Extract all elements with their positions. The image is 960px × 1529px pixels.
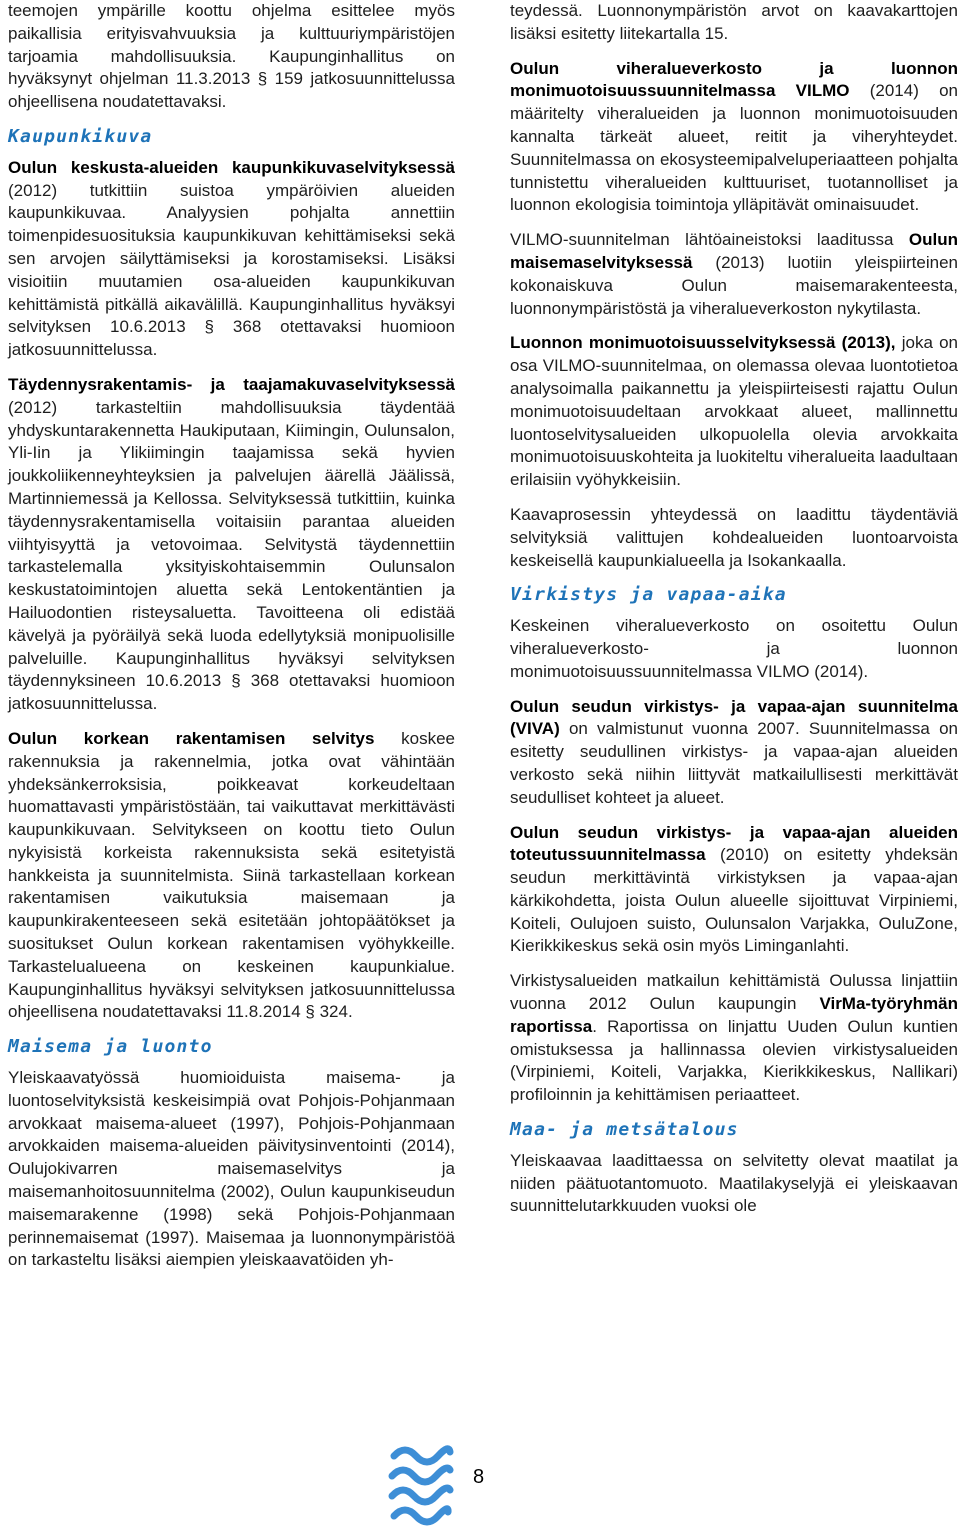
highlight-monimuotoisuus: Luonnon monimuotoisuusselvityksessä (2013), bbox=[510, 333, 896, 353]
highlight-vilmo: Oulun viheralueverkosto ja luonnon monimuotoisuussuunnitelmassa VILMO bbox=[510, 58, 958, 101]
paragraph-maisema: Yleiskaavatyössä huomioiduista maisema- ja luontoselvityksistä keskeisimpiä ovat Pohjois-Pohjanmaan arvokkaat maisema-alueet (1997), Pohjois-Pohjanmaan arvokkaiden maisema-alueiden päivitysinventointi (2014), Oulujokivarren maisemaselvitys ja maisemanhoitosuunnitelma (2002), Oulun kaupunkiseudun maisemarakenne (1998) sekä Pohjois-Pohjanmaan perinnemaisemat (1997). Maisemaa ja luonnonympäristöä on tarkasteltu lisäksi aiempien yleiskaavatöiden yh- bbox=[8, 1068, 455, 1270]
paragraph-text: (2012) tutkittiin suistoa ympäröivien alueiden kaupunkikuvaa. Analyysien pohjalta annettiin toimenpidesuosituksia kaupunkikuvan kehittämiseksi sekä sen arvojen säilyttämiseksi ja korostamiseksi. Lisäksi visioitiin muutamien osa-alueiden kaupunkikuvan kehittämistä pitkällä aikavälillä. Kaupunginhallitus hyväksyi selvityksen 10.6.2013 § 368 otettavaksi huomioon jatkosuunnittelussa. bbox=[8, 180, 455, 360]
right-column bbox=[510, 0, 958, 1218]
paragraph-vilmo bbox=[510, 58, 958, 218]
paragraph-taydennysrakentaminen bbox=[8, 374, 455, 716]
highlight-viva: Oulun seudun virkistys- ja vapaa-ajan suunnitelma (VIVA) bbox=[510, 696, 958, 739]
paragraph-text: (2014) on määritelty viheralueiden ja luonnon monimuotoisuuden kannalta tärkeät alueet, reitit ja viheryhteydet. Suunnitelmassa on ekosysteemipalveluperiaatteen pohjalta tunnistettu viheralueiden kulttuuriset, tuotannolliset ja luonnon ekologisia toimintoja ylläpitävät ominaisuudet. bbox=[510, 81, 959, 215]
highlight-toteutussuunnitelma: Oulun seudun virkistys- ja vapaa-ajan alueiden toteutussuunnitelmassa bbox=[510, 822, 958, 865]
paragraph-kaupunkikuva bbox=[8, 157, 455, 362]
paragraph-text: joka on osa VILMO-suunnitelmaa, on olemassa olevaa luontotietoa analysoimalla paikannettu ja yleispiirteisesti rajattu Oulun monimuotoisuudeltaan arvokkaat alueet, mallinnettu luontoselvitysalueiden ulkopuolella olevia arvokkaita monimuotoisuuskohteita ja luokiteltu viheralueita laadultaan erilaisiin vyöhykkeisiin. bbox=[510, 333, 959, 490]
left-column bbox=[8, 0, 455, 1272]
highlight-korkea-selvitys: Oulun korkean rakentamisen selvitys bbox=[8, 728, 375, 748]
paragraph-text: (2012) tarkasteltiin mahdollisuuksia täydentää yhdyskuntarakennetta Haukiputaan, Kiimingin, Oulunsalon, Yli-Iin ja Ylikiimingin taajamissa sekä hyvien joukkoliikenneyhteyksien ja palvelujen äärellä Jäälissä, Martinniemessä ja Kellossa. Selvityksessä tutkittiin, kuinka täydennysrakentamisella voitaisiin parantaa alueiden viihtyisyyttä ja vetovoimaa. Selvitystä täydennettiin tarkastelemalla yksityiskohtaisemmin Oulunsalon keskustatoimintojen aluetta sekä Lentokentäntien ja Hailuodontien risteysaluetta. Tavoitteena oli edistää kävelyä ja pyöräilyä sekä luoda edellytyksiä monipuolisille palveluille. Kaupunginhallitus hyväksyi selvityksen täydennyksineen 10.6.2013 § 368 otettavaksi huomioon jatkosuunnittelussa. bbox=[8, 397, 455, 714]
heading-kaupunkikuva: Kaupunkikuva bbox=[8, 125, 153, 147]
paragraph-continuation: teydessä. Luonnonympäristön arvot on kaavakarttojen lisäksi esitetty liitekartalla 15. bbox=[510, 1, 958, 43]
paragraph-korkea-rakentaminen bbox=[8, 728, 455, 1024]
paragraph-intro-left: teemojen ympärille koottu ohjelma esittelee myös paikallisia erityisvahvuuksia ja kulttuuriympäristöjen tarjoamia mahdollisuuksia. Kaupunginhallitus on hyväksynyt ohjelman 11.3.2013 § 159 jatkosuunnittelussa ohjeellisena noudatettavaksi. bbox=[8, 1, 455, 112]
paragraph-text: Virkistysalueiden matkailun kehittämistä Oulussa linjattiin vuonna 2012 Oulun kaupungin bbox=[510, 971, 958, 1014]
page-number: 8 bbox=[473, 1466, 485, 1488]
paragraph-text: . Raportissa on linjattu Uuden Oulun kuntien omistuksessa ja hallinnassa olevien virkistysalueiden (Virpiniemi, Koiteli, Varjakka, Kierikkikeskus, Nallikari) profiloinnin ja kehittämisen periaatteet. bbox=[510, 1016, 958, 1105]
paragraph-text: koskee rakennuksia ja rakennelmia, jotka ovat vähintään yhdeksänkerroksisia, poikkeavat korkeudeltaan huomattavasti ympäristöstään, tai vaikuttavat merkittävästi kaupunkikuvaan. Selvitykseen on koottu tieto Oulun nykyisistä korkeista rakennuksista sekä esitetyistä hankkeista ja suunnitelmista. Siinä tarkastellaan korkean rakentamisen vaikutuksia maisemaan ja kaupunkirakenteeseen sekä esitetään johtopäätökset ja suositukset Oulun korkean rakentamisen vyöhykkeille. Tarkastelualueena on keskeinen kaupunkialue. Kaupunginhallitus hyväksyi selvityksen jatkosuunnittelussa ohjeellisena noudatettavaksi 11.8.2014 § 324. bbox=[8, 728, 455, 1022]
paragraph-text: on valmistunut vuonna 2007. Suunnitelmassa on esitetty seudullinen virkistys- ja vapaa-ajan alueiden verkosto sekä niihin liittyvät matkailullisesti merkittävät seudulliset kohteet ja alueet. bbox=[510, 719, 958, 807]
highlight-taydennys-selvitys: Täydennysrakentamis- ja taajamakuvaselvityksessä bbox=[8, 374, 455, 394]
highlight-keskusta-selvitys: Oulun keskusta-alueiden kaupunkikuvaselvityksessä bbox=[8, 157, 455, 177]
paragraph-maisemaselvitys bbox=[510, 229, 958, 320]
highlight-maisemaselvitys: Oulun maisemaselvityksessä bbox=[510, 230, 958, 272]
paragraph-virma bbox=[510, 970, 958, 1107]
paragraph-monimuotoisuus bbox=[510, 332, 958, 492]
page-footer bbox=[0, 1440, 960, 1529]
paragraph-text: VILMO-suunnitelman lähtöaineistoksi laaditussa bbox=[510, 230, 909, 250]
heading-maa-ja-metsatalous: Maa- ja metsätalous bbox=[510, 1119, 739, 1141]
paragraph-viheralueverkosto: Keskeinen viheralueverkosto on osoitettu Oulun viheralueverkosto- ja luonnon monimuotoisuussuunnitelmassa VILMO (2014). bbox=[510, 616, 958, 681]
heading-virkistys-ja-vapaa-aika: Virkistys ja vapaa-aika bbox=[510, 584, 787, 606]
heading-maisema-ja-luonto: Maisema ja luonto bbox=[8, 1036, 213, 1058]
paragraph-toteutussuunnitelma bbox=[510, 822, 958, 959]
paragraph-text: (2013) luotiin yleispiirteinen kokonaiskuva Oulun maisemarakenteesta, luonnonympäristöstä ja viheralueverkoston nykytilasta. bbox=[510, 252, 958, 318]
paragraph-kaavaprosessi: Kaavaprosessin yhteydessä on laadittu täydentäviä selvityksiä valittujen kohdealueiden luontoarvoista keskeisellä kaupunkialueella ja Isokankaalla. bbox=[510, 504, 958, 570]
waves-logo-icon bbox=[388, 1440, 454, 1526]
paragraph-text: (2010) on esitetty yhdeksän seudun merkittävintä virkistyksen ja vapaa-ajan kärkikohdetta, joista Oulun alueelle sijoittuvat Virpiniemi, Koiteli, Oulujoen suisto, Oulunsalon Varjakka, OuluZone, Kierikkikeskus sekä osin myös Liminganlahti. bbox=[510, 845, 958, 956]
paragraph-viva bbox=[510, 696, 958, 810]
paragraph-maatalous: Yleiskaavaa laadittaessa on selvitetty olevat maatilat ja niiden päätuotantomuoto. Maatilakyselyjä ei yleiskaavan suunnittelutarkkuuden vuoksi ole bbox=[510, 1150, 958, 1216]
highlight-virma: VirMa-työryhmän raportissa bbox=[510, 994, 958, 1036]
